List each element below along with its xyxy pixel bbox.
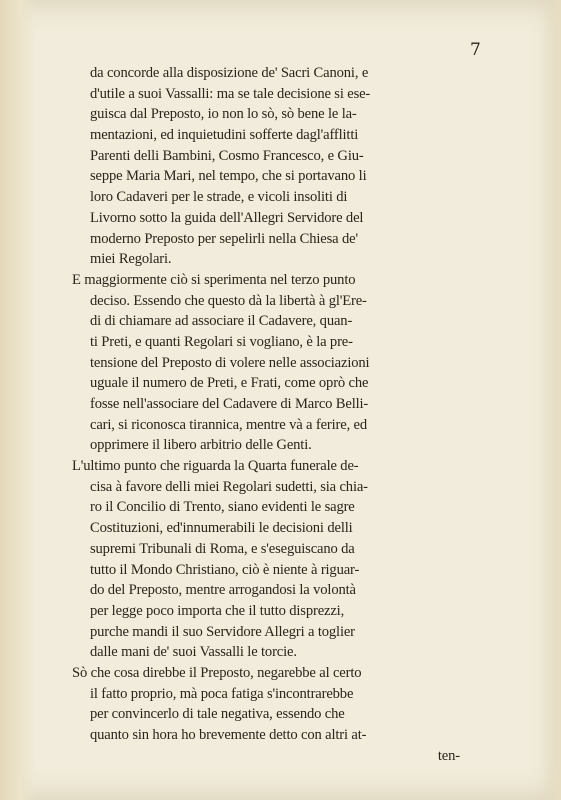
text-line: tensione del Preposto di volere nelle associazioni <box>90 354 370 371</box>
text-line: per convincerlo di tale negativa, essendo che <box>90 706 345 723</box>
page-right-edge <box>539 0 561 800</box>
text-line: miei Regolari. <box>90 251 172 268</box>
text-line: purche mandi il suo Servidore Allegri a toglier <box>90 623 355 640</box>
paragraph-first-line: E maggiormente ciò si sperimenta nel terzo punto <box>72 271 356 288</box>
text-line: Parenti delli Bambini, Cosmo Francesco, e Giu- <box>90 147 364 164</box>
text-line: mentazioni, ed inquietudini sofferte dagl'afflitti <box>90 127 359 144</box>
text-line: opprimere il libero arbitrio delle Genti. <box>90 437 312 454</box>
paragraph-first-line: Sò che cosa direbbe il Preposto, negarebbe al certo <box>72 664 362 681</box>
body-text <box>72 63 472 766</box>
text-line: fosse nell'associare del Cadavere di Marco Belli- <box>90 396 369 412</box>
text-line: ti Preti, e quanti Regolari si vogliano, è la pre- <box>90 333 353 350</box>
text-line: tutto il Mondo Christiano, ciò è niente à riguar- <box>90 561 360 578</box>
text-line: cisa à favore delli miei Regolari sudetti, sia chia- <box>90 478 368 495</box>
text-line: dalle mani de' suoi Vassalli le torcie. <box>90 644 297 661</box>
text-line: guisca dal Preposto, io non lo sò, sò bene le la- <box>90 106 357 123</box>
text-line: deciso. Essendo che questo dà la libertà à gl'Ere- <box>90 292 367 309</box>
text-line: seppe Maria Mari, nel tempo, che si portavano li <box>90 168 367 185</box>
page-left-edge <box>0 0 36 800</box>
text-line: per legge poco importa che il tutto disprezzi, <box>90 602 345 619</box>
text-line: di di chiamare ad associare il Cadavere, quan- <box>90 313 353 330</box>
text-line: cari, si riconosca tirannica, mentre và a ferire, ed <box>90 416 368 433</box>
text-line: il fatto proprio, mà poca fatiga s'incontrarebbe <box>90 685 354 702</box>
text-line: loro Cadaveri per le strade, e vicoli insoliti di <box>90 189 348 206</box>
paragraph-first-line: L'ultimo punto che riguarda la Quarta funerale de- <box>72 458 359 475</box>
text-line: ro il Concilio di Trento, siano evidenti le sagre <box>90 499 355 516</box>
text-line: da concorde alla disposizione de' Sacri Canoni, e <box>90 65 369 81</box>
text-line: Livorno sotto la guida dell'Allegri Servidore del <box>90 209 364 226</box>
text-line: moderno Preposto per sepelirli nella Chiesa de' <box>90 230 358 247</box>
catchword: ten- <box>437 747 460 764</box>
text-line: uguale il numero de Preti, e Frati, come oprò che <box>90 375 369 392</box>
text-line: Costituzioni, ed'innumerabili le decisioni delli <box>90 520 353 537</box>
text-line: d'utile a suoi Vassalli: ma se tale decisione si ese- <box>90 85 371 102</box>
text-line: do del Preposto, mentre arrogandosi la volontà <box>90 582 356 599</box>
text-line: supremi Tribunali di Roma, e s'eseguiscano da <box>90 540 355 557</box>
text-line: quanto sin hora ho brevemente detto con altri at- <box>90 727 367 743</box>
page-number: 7 <box>470 40 481 60</box>
